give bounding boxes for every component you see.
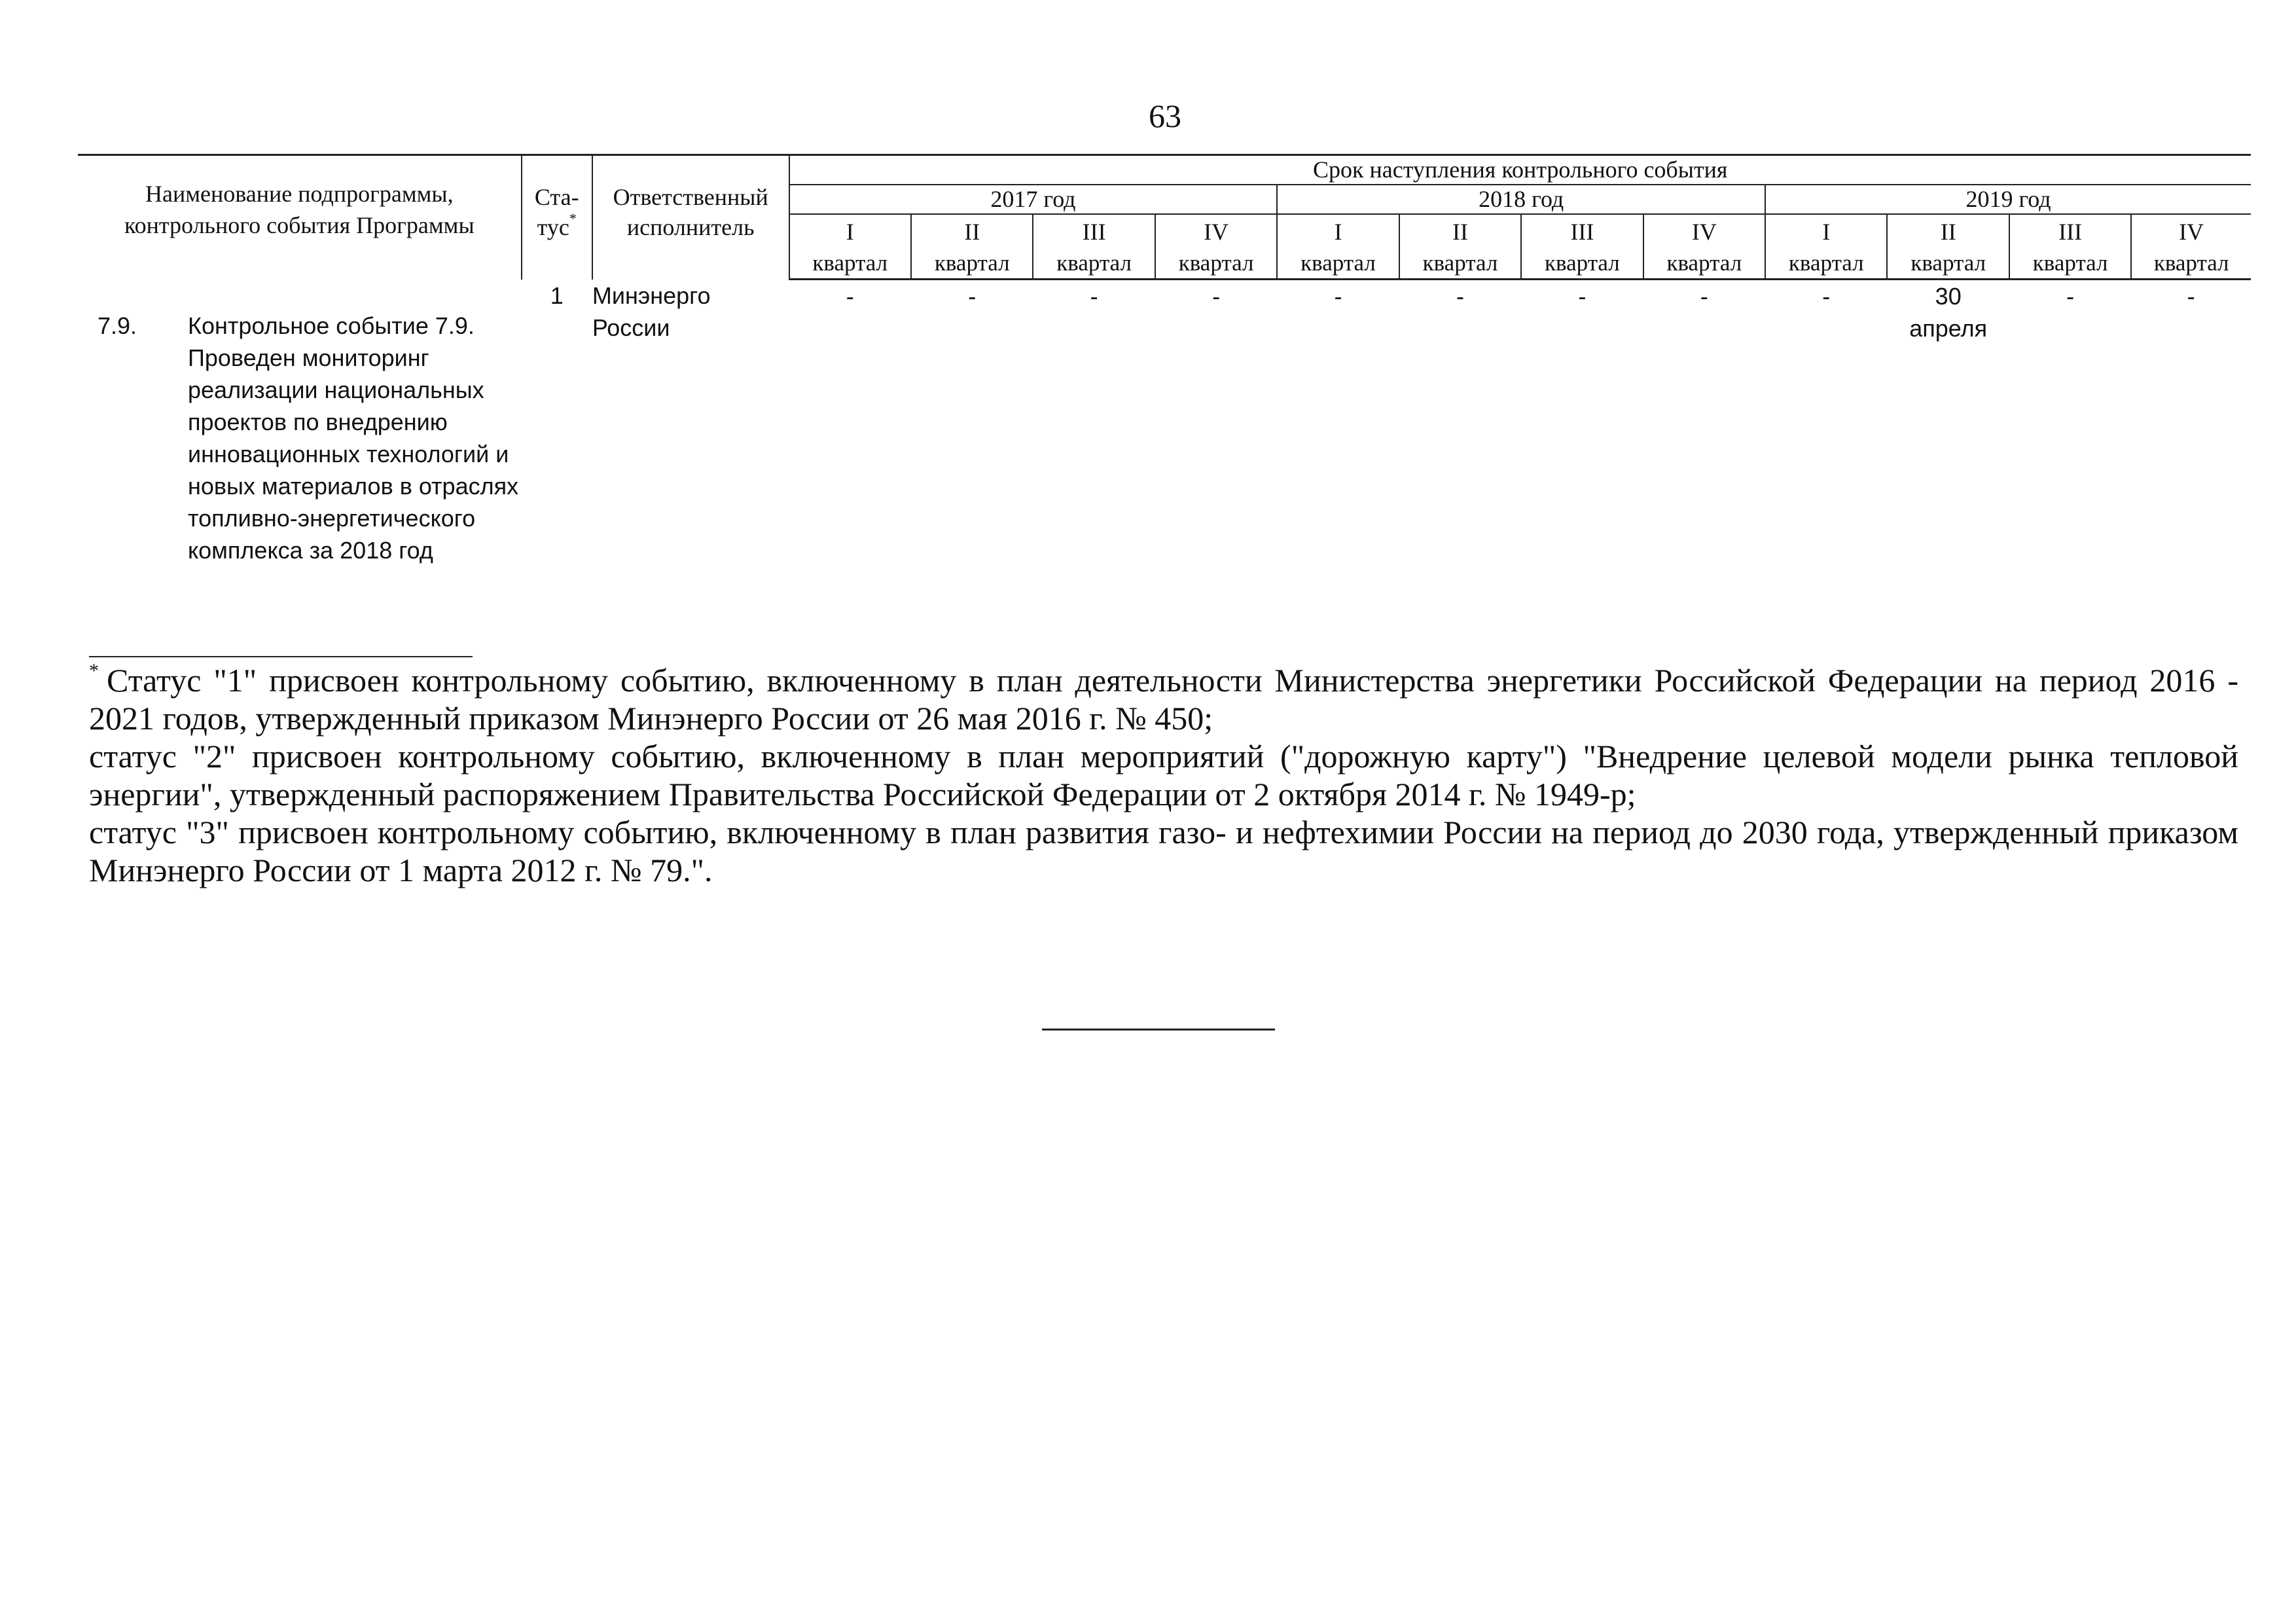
quarter-word: квартал [2153, 250, 2229, 276]
quarter-word: квартал [1788, 250, 1864, 276]
row-quarter-value [1033, 280, 1155, 566]
quarter-number: II [1940, 219, 1956, 245]
quarter-number: IV [2179, 219, 2204, 245]
row-quarter-value [1399, 280, 1521, 566]
quarter-word: квартал [1666, 250, 1742, 276]
quarter-value-text: - [1456, 283, 1464, 310]
quarter-word: квартал [812, 250, 888, 276]
footnotes [89, 661, 2238, 889]
header-quarter [1033, 214, 1155, 280]
table-row [78, 280, 2251, 566]
quarter-word: квартал [934, 250, 1010, 276]
quarter-number: I [1822, 219, 1831, 245]
quarter-value-text: - [2066, 283, 2075, 310]
header-year-2019: 2019 год [1765, 185, 2251, 214]
quarter-value-text: апреля [1909, 315, 1988, 342]
row-quarter-value [1643, 280, 1765, 566]
header-quarter [1643, 214, 1765, 280]
quarter-number: IV [1204, 219, 1229, 245]
quarter-word: квартал [1178, 250, 1254, 276]
header-quarter [1155, 214, 1277, 280]
quarter-word: квартал [2032, 250, 2108, 276]
quarter-value-text: - [1212, 283, 1221, 310]
quarter-number: I [846, 219, 854, 245]
header-quarter [1521, 214, 1643, 280]
end-of-document-line [1042, 1029, 1275, 1030]
row-responsible-line-1: Минэнерго [592, 282, 711, 309]
row-quarter-value [1765, 280, 1887, 566]
row-quarter-value [1521, 280, 1643, 566]
quarter-number: III [1570, 219, 1594, 245]
header-quarter [2131, 214, 2251, 280]
header-responsible-column: Ответственный исполнитель [592, 155, 789, 280]
quarter-word: квартал [1056, 250, 1132, 276]
quarter-number: IV [1691, 219, 1717, 245]
quarter-number: II [1452, 219, 1468, 245]
header-quarter [2009, 214, 2131, 280]
quarter-value-text: - [1700, 283, 1708, 310]
page-number: 63 [1149, 98, 1181, 134]
quarter-value-text: - [968, 283, 977, 310]
footnote-separator [89, 656, 473, 657]
footnote-text: Статус "1" присвоен контрольному событию, включенному в план деятельности Министерства энергетики Российской Федерации на период 2016 - 2021 годов, утвержденный приказом Минэнерго России от 26 мая 2016 г. № 450; [89, 662, 2238, 737]
row-number: 7.9. [98, 312, 137, 339]
header-quarter [1765, 214, 1887, 280]
quarter-value-text: - [2187, 283, 2195, 310]
status-footnote-marker: * [569, 210, 577, 227]
row-quarter-value [911, 280, 1033, 566]
row-event-name: Контрольное событие 7.9. Проведен мониторинг реализации национальных проектов по внедрению инновационных технологий и новых материалов в отраслях топливно-энергетического комплекса за 2018 год [188, 312, 519, 564]
quarter-number: II [964, 219, 980, 245]
header-year-2018: 2018 год [1277, 185, 1765, 214]
header-quarter [911, 214, 1033, 280]
quarter-value-text: - [1822, 283, 1831, 310]
header-quarter [1887, 214, 2009, 280]
quarter-value-text: - [846, 283, 854, 310]
quarter-number: III [2058, 219, 2083, 245]
footnote-status-2: статус "2" присвоен контрольному событию, включенному в план мероприятий ("дорожную карту") "Внедрение целевой модели рынка тепловой энергии", утвержденный распоряжением Правительства Российской Федерации от 2 октября 2014 г. № 1949-р; [89, 738, 2238, 812]
header-status-column [522, 155, 592, 280]
row-quarter-value [2009, 280, 2131, 566]
footnote-status-1 [89, 661, 2238, 737]
header-year-2017: 2017 год [789, 185, 1278, 214]
header-quarter [1277, 214, 1399, 280]
quarter-value-text: - [1090, 283, 1098, 310]
row-quarter-value [1887, 280, 2009, 566]
footnote-status-3: статус "3" присвоен контрольному событию, включенному в план развития газо- и нефтехимии России на период до 2030 года, утвержденный приказом Минэнерго России от 1 марта 2012 г. № 79.". [89, 814, 2238, 888]
row-responsible [592, 280, 789, 566]
row-status: 1 [550, 282, 564, 309]
header-deadline-group: Срок наступления контрольного события [789, 155, 2251, 185]
row-quarter-value [2131, 280, 2251, 566]
header-name-column: Наименование подпрограммы, контрольного события Программы [78, 155, 522, 280]
quarter-value-text: - [1578, 283, 1587, 310]
quarter-value-text: - [1334, 283, 1342, 310]
quarter-value-text: 30 [1935, 283, 1962, 310]
header-quarter [789, 214, 911, 280]
row-quarter-value [789, 280, 911, 566]
quarter-word: квартал [1910, 250, 1986, 276]
row-quarter-value [1277, 280, 1399, 566]
footnote-marker: * [89, 660, 99, 682]
quarter-number: III [1082, 219, 1106, 245]
control-events-table [78, 154, 2251, 566]
header-quarter [1399, 214, 1521, 280]
row-responsible-line-2: России [592, 314, 670, 341]
quarter-word: квартал [1545, 250, 1620, 276]
row-name-cell [78, 280, 522, 566]
header-status-line-1: Ста- [534, 184, 579, 210]
quarter-word: квартал [1422, 250, 1498, 276]
quarter-word: квартал [1300, 250, 1376, 276]
quarter-number: I [1334, 219, 1342, 245]
header-status-line-2: тус [537, 214, 569, 240]
row-quarter-value [1155, 280, 1277, 566]
